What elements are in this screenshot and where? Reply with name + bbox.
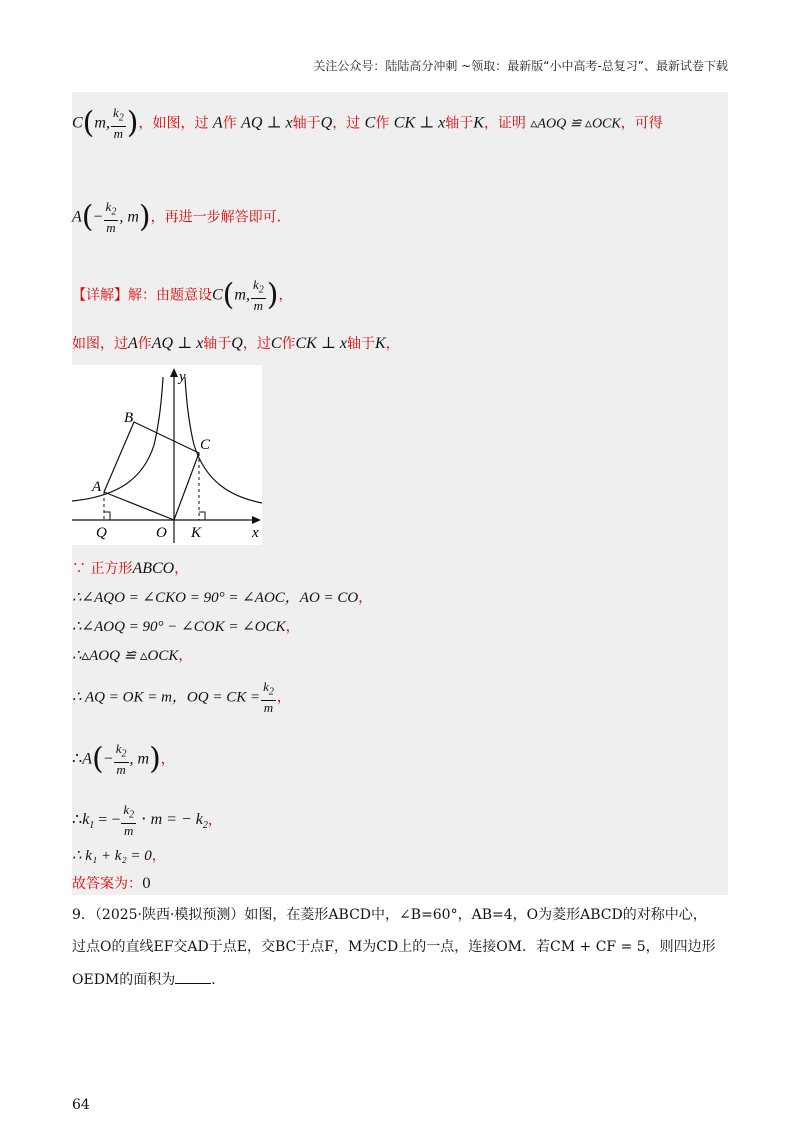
answer-blank[interactable] bbox=[175, 969, 211, 984]
step-8: ∴ k₁ + k₂ = 0， bbox=[72, 848, 166, 864]
problem-9-line-2: 过点O的直线EF交AD于点E，交BC于点F，M为CD上的一点，连接OM．若CM + CF = 5，则四边形 bbox=[72, 939, 716, 955]
step-7: $\therefore k_1$ = − $\frac{k_2}{m}$ ⋅ m = − $k_2$， bbox=[72, 802, 222, 838]
label-c: C bbox=[200, 437, 211, 453]
step-2: ∴∠AQO = ∠CKO = 90° = ∠AOC，AO = CO， bbox=[72, 590, 373, 606]
step-6: ∴A(− $\frac{k_2}{m}$ , m)， bbox=[72, 741, 175, 777]
label-k: K bbox=[191, 525, 202, 541]
step-4: ∴▵AOQ ≌ ▵OCK， bbox=[72, 648, 193, 664]
hint-line-1: C(m, $\frac{k_2}{m}$ )，如图，过 A作 AQ ⊥ x轴于Q，过 C作 CK ⊥ x轴于K，证明 ▵AOQ ≌ ▵OCK，可得 bbox=[72, 105, 663, 141]
problem-9-line-1: 9．（2025·陕西·模拟预测）如图，在菱形ABCD中，∠B=60°，AB=4，O为菱形ABCD的对称中心， bbox=[72, 907, 707, 923]
final-answer: 故答案为：0 bbox=[72, 876, 151, 892]
label-x: x bbox=[252, 525, 259, 541]
label-a: A bbox=[92, 479, 102, 495]
label-q: Q bbox=[96, 525, 107, 541]
hint-line-2: A(− $\frac{k_2}{m}$ , m)，再进一步解答即可. bbox=[72, 199, 282, 235]
figure-background bbox=[72, 365, 262, 545]
step-3: ∴∠AOQ = 90° − ∠COK = ∠OCK， bbox=[72, 619, 300, 635]
step-1: ∵ 正方形ABCO， bbox=[72, 560, 189, 577]
label-y: y bbox=[179, 369, 186, 385]
detail-intro: 【详解】解：由题意设C(m, $\frac{k_2}{m}$ )， bbox=[72, 277, 293, 313]
hyperbola-square-figure bbox=[72, 365, 262, 545]
page-number: 64 bbox=[72, 1097, 90, 1113]
detail-line-2: 如图，过A作AQ ⊥ x轴于Q，过C作CK ⊥ x轴于K， bbox=[72, 335, 400, 352]
label-o: O bbox=[156, 525, 167, 541]
page-header: 关注公众号：陆陆高分冲刺 ~领取：最新版“小中高考-总复习”、最新试卷下载 bbox=[313, 59, 728, 73]
step-5: ∴ AQ = OK = m，OQ = CK = $\frac{k_2}{m}$ ， bbox=[72, 679, 291, 715]
label-b: B bbox=[124, 410, 134, 426]
problem-9-line-3: OEDM的面积为 . bbox=[72, 969, 216, 990]
